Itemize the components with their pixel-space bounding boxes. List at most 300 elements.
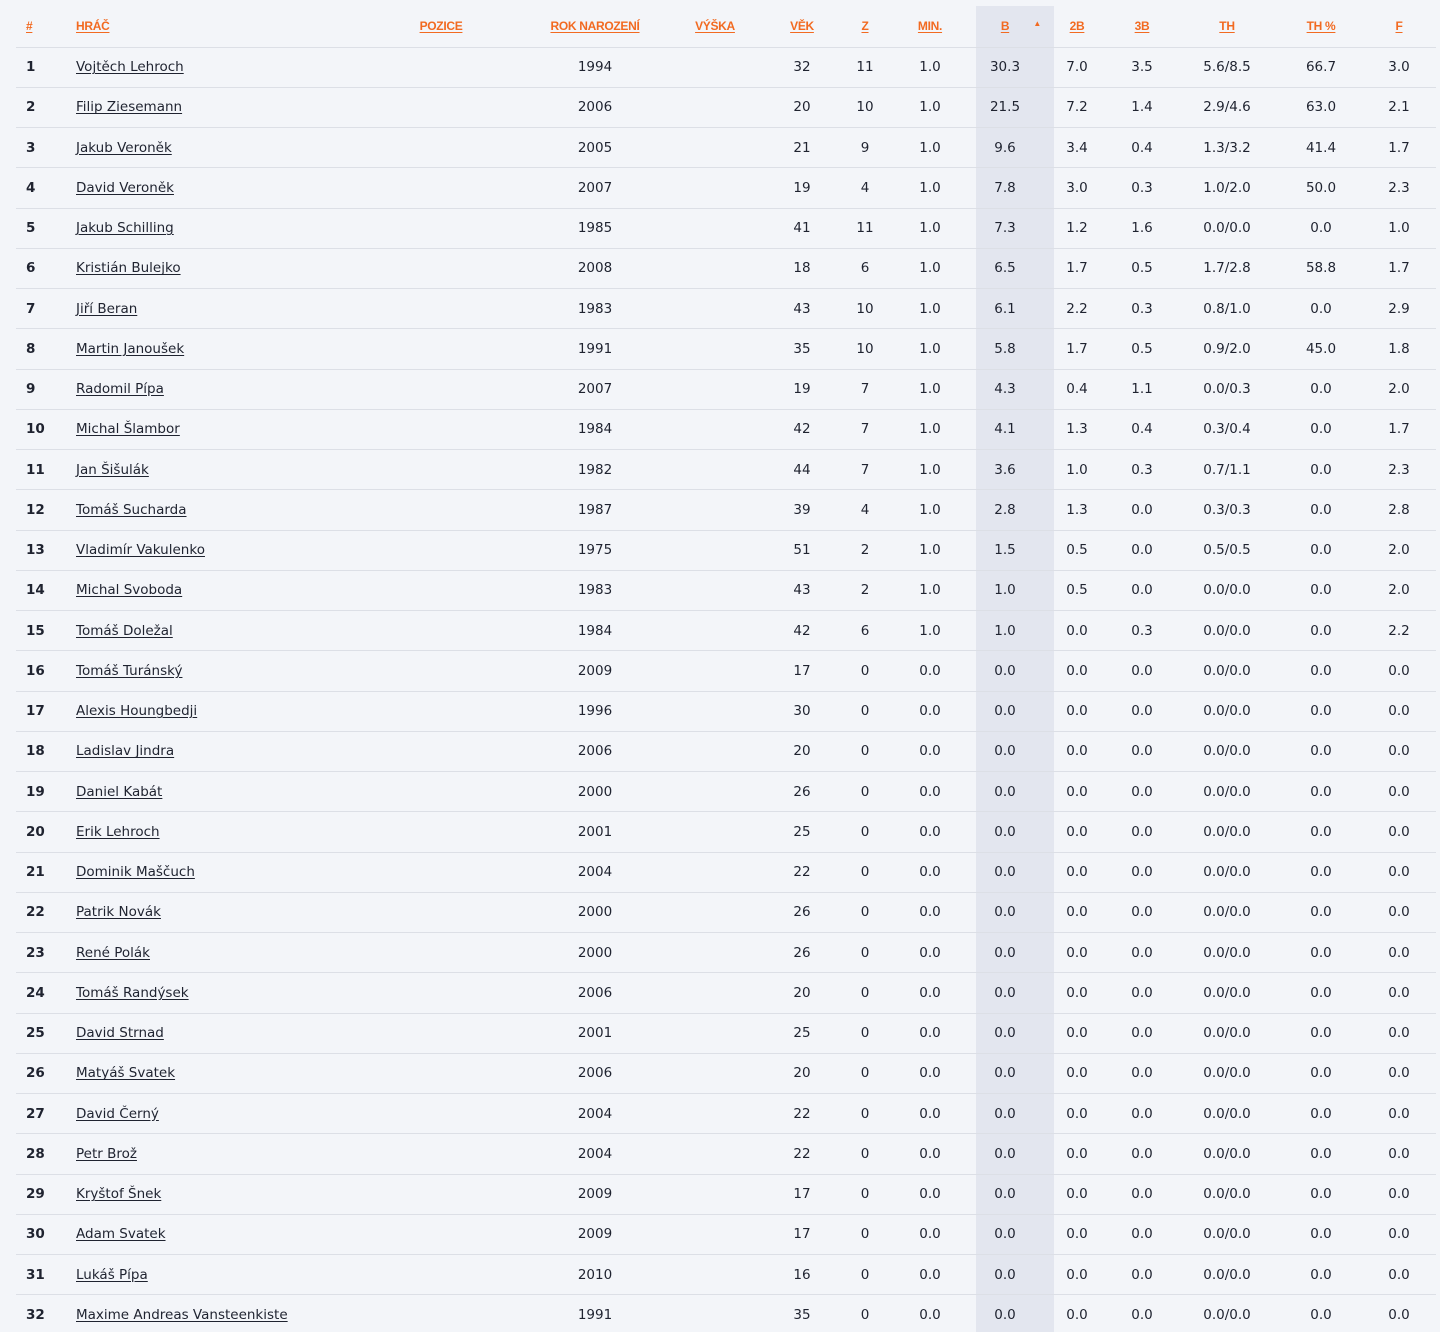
age-cell: 20 [768, 973, 836, 1013]
age-cell: 35 [768, 329, 836, 369]
player-name-link[interactable]: Radomil Pípa [76, 381, 164, 398]
fouls-cell: 0.0 [1362, 812, 1436, 852]
points-cell: 0.0 [966, 852, 1044, 892]
player-cell [76, 329, 354, 369]
points-cell: 1.5 [966, 530, 1044, 570]
three-pt-cell: 0.4 [1110, 409, 1174, 449]
age-cell: 17 [768, 1214, 836, 1254]
player-name-link[interactable]: Jakub Schilling [76, 220, 174, 237]
table-row[interactable] [16, 651, 1436, 691]
free-throws-cell: 0.0/0.0 [1174, 651, 1280, 691]
column-header-rank[interactable] [16, 6, 76, 47]
three-pt-cell: 0.0 [1110, 570, 1174, 610]
table-row[interactable] [16, 450, 1436, 490]
birth-year-cell: 2006 [528, 973, 662, 1013]
player-name-link[interactable]: Lukáš Pípa [76, 1266, 148, 1283]
three-pt-cell: 0.3 [1110, 450, 1174, 490]
minutes-cell: 1.0 [894, 611, 966, 651]
games-cell: 0 [836, 1134, 894, 1174]
three-pt-cell: 0.0 [1110, 1174, 1174, 1214]
birth-year-cell: 2004 [528, 852, 662, 892]
position-cell [354, 1255, 528, 1295]
column-header-label: POZICE [419, 19, 463, 34]
three-pt-cell: 1.4 [1110, 87, 1174, 127]
two-pt-cell: 0.0 [1044, 1295, 1110, 1332]
player-name-link[interactable]: Patrik Novák [76, 904, 161, 921]
free-throw-pct-cell: 0.0 [1280, 409, 1362, 449]
column-header-label: VÝŠKA [695, 19, 735, 34]
two-pt-cell: 0.0 [1044, 812, 1110, 852]
player-cell [76, 289, 354, 329]
three-pt-cell: 0.0 [1110, 1255, 1174, 1295]
table-row[interactable] [16, 1295, 1436, 1332]
player-name-link[interactable]: Erik Lehroch [76, 823, 160, 840]
height-cell [662, 1134, 768, 1174]
player-stats-table [16, 6, 1436, 1332]
rank-cell: 6 [16, 248, 76, 288]
games-cell: 0 [836, 1174, 894, 1214]
two-pt-cell: 0.0 [1044, 651, 1110, 691]
player-name-link[interactable]: Tomáš Turánský [76, 662, 183, 679]
birth-year-cell: 2006 [528, 731, 662, 771]
free-throws-cell: 0.0/0.0 [1174, 973, 1280, 1013]
player-cell [76, 1214, 354, 1254]
player-cell [76, 490, 354, 530]
two-pt-cell: 1.3 [1044, 409, 1110, 449]
points-cell: 0.0 [966, 1094, 1044, 1134]
table-row[interactable] [16, 1013, 1436, 1053]
games-cell: 0 [836, 852, 894, 892]
table-body [16, 47, 1436, 1332]
free-throws-cell: 0.0/0.0 [1174, 1295, 1280, 1332]
age-cell: 22 [768, 1094, 836, 1134]
games-cell: 0 [836, 772, 894, 812]
player-cell [76, 651, 354, 691]
points-cell: 0.0 [966, 933, 1044, 973]
birth-year-cell: 2000 [528, 892, 662, 932]
height-cell [662, 208, 768, 248]
minutes-cell: 1.0 [894, 289, 966, 329]
fouls-cell: 0.0 [1362, 1094, 1436, 1134]
position-cell [354, 208, 528, 248]
age-cell: 20 [768, 731, 836, 771]
minutes-cell: 0.0 [894, 1174, 966, 1214]
games-cell: 0 [836, 812, 894, 852]
player-name-link[interactable]: René Polák [76, 944, 150, 961]
birth-year-cell: 1994 [528, 47, 662, 87]
column-header-two-pt[interactable] [1044, 6, 1110, 47]
table-row[interactable] [16, 208, 1436, 248]
player-cell [76, 772, 354, 812]
free-throw-pct-cell: 0.0 [1280, 1295, 1362, 1332]
free-throws-cell: 0.9/2.0 [1174, 329, 1280, 369]
free-throws-cell: 0.8/1.0 [1174, 289, 1280, 329]
free-throws-cell: 1.7/2.8 [1174, 248, 1280, 288]
column-header-label: HRÁČ [76, 19, 110, 34]
position-cell [354, 651, 528, 691]
position-cell [354, 933, 528, 973]
table-row[interactable] [16, 289, 1436, 329]
birth-year-cell: 2010 [528, 1255, 662, 1295]
games-cell: 0 [836, 1013, 894, 1053]
table-row[interactable] [16, 47, 1436, 87]
column-header-label: TH [1219, 19, 1235, 34]
minutes-cell: 1.0 [894, 248, 966, 288]
table-row[interactable] [16, 973, 1436, 1013]
free-throws-cell: 0.0/0.0 [1174, 1174, 1280, 1214]
rank-cell: 1 [16, 47, 76, 87]
points-cell: 2.8 [966, 490, 1044, 530]
position-cell [354, 892, 528, 932]
table-row[interactable] [16, 812, 1436, 852]
position-cell [354, 248, 528, 288]
column-header-position[interactable] [354, 6, 528, 47]
column-header-fouls[interactable] [1362, 6, 1436, 47]
height-cell [662, 570, 768, 610]
player-cell [76, 409, 354, 449]
two-pt-cell: 0.0 [1044, 933, 1110, 973]
three-pt-cell: 0.3 [1110, 168, 1174, 208]
rank-cell: 21 [16, 852, 76, 892]
player-name-link[interactable]: Filip Ziesemann [76, 99, 183, 116]
two-pt-cell: 1.3 [1044, 490, 1110, 530]
position-cell [354, 329, 528, 369]
games-cell: 0 [836, 731, 894, 771]
position-cell [354, 1094, 528, 1134]
birth-year-cell: 1985 [528, 208, 662, 248]
player-name-link[interactable]: Alexis Houngbedji [76, 703, 198, 720]
age-cell: 17 [768, 1174, 836, 1214]
height-cell [662, 1295, 768, 1332]
age-cell: 43 [768, 570, 836, 610]
height-cell [662, 530, 768, 570]
birth-year-cell: 2007 [528, 168, 662, 208]
fouls-cell: 0.0 [1362, 1013, 1436, 1053]
height-cell [662, 892, 768, 932]
player-cell [76, 168, 354, 208]
three-pt-cell: 0.0 [1110, 1134, 1174, 1174]
table-row[interactable] [16, 87, 1436, 127]
fouls-cell: 2.0 [1362, 369, 1436, 409]
column-header-birth-year[interactable] [528, 6, 662, 47]
two-pt-cell: 1.7 [1044, 329, 1110, 369]
birth-year-cell: 2004 [528, 1134, 662, 1174]
free-throws-cell: 0.3/0.4 [1174, 409, 1280, 449]
table-row[interactable] [16, 892, 1436, 932]
table-row[interactable] [16, 369, 1436, 409]
free-throw-pct-cell: 0.0 [1280, 1053, 1362, 1093]
column-header-height[interactable] [662, 6, 768, 47]
player-cell [76, 1255, 354, 1295]
table-row[interactable] [16, 1255, 1436, 1295]
player-name-link[interactable]: Vojtěch Lehroch [76, 59, 184, 76]
player-name-link[interactable]: David Veroněk [76, 179, 174, 196]
minutes-cell: 1.0 [894, 369, 966, 409]
birth-year-cell: 1983 [528, 289, 662, 329]
column-header-free-throws[interactable] [1174, 6, 1280, 47]
points-cell: 0.0 [966, 731, 1044, 771]
games-cell: 0 [836, 1053, 894, 1093]
free-throw-pct-cell: 0.0 [1280, 973, 1362, 1013]
two-pt-cell: 0.0 [1044, 1214, 1110, 1254]
fouls-cell: 0.0 [1362, 731, 1436, 771]
table-row[interactable] [16, 691, 1436, 731]
position-cell [354, 87, 528, 127]
free-throw-pct-cell: 0.0 [1280, 208, 1362, 248]
games-cell: 6 [836, 248, 894, 288]
three-pt-cell: 0.0 [1110, 772, 1174, 812]
points-cell: 1.0 [966, 611, 1044, 651]
age-cell: 42 [768, 611, 836, 651]
table-row[interactable] [16, 168, 1436, 208]
table-row[interactable] [16, 530, 1436, 570]
player-name-link[interactable]: Maxime Andreas Vansteenkiste [76, 1306, 288, 1323]
age-cell: 19 [768, 369, 836, 409]
age-cell: 41 [768, 208, 836, 248]
free-throw-pct-cell: 0.0 [1280, 1134, 1362, 1174]
table-row[interactable] [16, 329, 1436, 369]
two-pt-cell: 0.0 [1044, 1255, 1110, 1295]
points-cell: 0.0 [966, 892, 1044, 932]
player-name-link[interactable]: David Černý [76, 1105, 159, 1122]
points-cell: 21.5 [966, 87, 1044, 127]
points-cell: 0.0 [966, 651, 1044, 691]
column-header-player[interactable] [76, 6, 354, 47]
minutes-cell: 1.0 [894, 329, 966, 369]
player-name-link[interactable]: Tomáš Sucharda [76, 501, 187, 518]
position-cell [354, 1174, 528, 1214]
table-row[interactable] [16, 128, 1436, 168]
table-row[interactable] [16, 772, 1436, 812]
player-name-link[interactable]: Dominik Maščuch [76, 864, 195, 881]
column-header-label: Z [861, 19, 869, 34]
birth-year-cell: 2004 [528, 1094, 662, 1134]
position-cell [354, 973, 528, 1013]
player-name-link[interactable]: David Strnad [76, 1025, 164, 1042]
player-name-link[interactable]: Adam Svatek [76, 1226, 166, 1243]
header-row [16, 6, 1436, 47]
height-cell [662, 47, 768, 87]
rank-cell: 23 [16, 933, 76, 973]
column-header-free-throw-pct[interactable] [1280, 6, 1362, 47]
rank-cell: 16 [16, 651, 76, 691]
player-cell [76, 731, 354, 771]
player-cell [76, 248, 354, 288]
player-name-link[interactable]: Tomáš Randýsek [76, 984, 189, 1001]
position-cell [354, 731, 528, 771]
player-name-link[interactable]: Tomáš Doležal [76, 622, 173, 639]
rank-cell: 9 [16, 369, 76, 409]
fouls-cell: 2.2 [1362, 611, 1436, 651]
height-cell [662, 1214, 768, 1254]
player-cell [76, 47, 354, 87]
height-cell [662, 731, 768, 771]
player-name-link[interactable]: Jakub Veroněk [76, 139, 172, 156]
age-cell: 44 [768, 450, 836, 490]
points-cell: 9.6 [966, 128, 1044, 168]
two-pt-cell: 7.0 [1044, 47, 1110, 87]
player-name-link[interactable]: Michal Svoboda [76, 582, 183, 599]
three-pt-cell: 0.0 [1110, 852, 1174, 892]
minutes-cell: 1.0 [894, 490, 966, 530]
column-header-label: B [1000, 19, 1010, 34]
free-throw-pct-cell: 66.7 [1280, 47, 1362, 87]
age-cell: 43 [768, 289, 836, 329]
column-header-label: ROK NAROZENÍ [550, 19, 640, 34]
two-pt-cell: 0.0 [1044, 611, 1110, 651]
free-throws-cell: 0.0/0.0 [1174, 1013, 1280, 1053]
position-cell [354, 611, 528, 651]
age-cell: 26 [768, 772, 836, 812]
player-cell [76, 892, 354, 932]
minutes-cell: 0.0 [894, 1134, 966, 1174]
rank-cell: 17 [16, 691, 76, 731]
birth-year-cell: 2001 [528, 812, 662, 852]
position-cell [354, 691, 528, 731]
table-row[interactable] [16, 933, 1436, 973]
minutes-cell: 1.0 [894, 450, 966, 490]
age-cell: 26 [768, 892, 836, 932]
table-row[interactable] [16, 248, 1436, 288]
position-cell [354, 1295, 528, 1332]
rank-cell: 31 [16, 1255, 76, 1295]
player-name-link[interactable]: Jiří Beran [76, 300, 138, 317]
three-pt-cell: 0.0 [1110, 691, 1174, 731]
minutes-cell: 1.0 [894, 530, 966, 570]
free-throws-cell: 0.0/0.0 [1174, 1255, 1280, 1295]
player-name-link[interactable]: Kryštof Šnek [76, 1186, 162, 1203]
height-cell [662, 1094, 768, 1134]
player-name-link[interactable]: Vladimír Vakulenko [76, 542, 205, 559]
rank-cell: 4 [16, 168, 76, 208]
three-pt-cell: 0.0 [1110, 731, 1174, 771]
column-header-minutes[interactable] [894, 6, 966, 47]
table-row[interactable] [16, 570, 1436, 610]
three-pt-cell: 0.0 [1110, 812, 1174, 852]
player-cell [76, 933, 354, 973]
column-header-three-pt[interactable] [1110, 6, 1174, 47]
table-row[interactable] [16, 1094, 1436, 1134]
sort-arrow-icon[interactable]: ▲ [1033, 19, 1041, 28]
player-name-link[interactable]: Michal Šlambor [76, 421, 180, 438]
player-name-link[interactable]: Matyáš Svatek [76, 1065, 176, 1082]
player-cell [76, 1134, 354, 1174]
minutes-cell: 1.0 [894, 87, 966, 127]
age-cell: 32 [768, 47, 836, 87]
points-cell: 0.0 [966, 1134, 1044, 1174]
player-name-link[interactable]: Martin Janoušek [76, 340, 185, 357]
three-pt-cell: 0.0 [1110, 1053, 1174, 1093]
three-pt-cell: 0.0 [1110, 973, 1174, 1013]
table-row[interactable] [16, 409, 1436, 449]
age-cell: 18 [768, 248, 836, 288]
games-cell: 10 [836, 329, 894, 369]
fouls-cell: 0.0 [1362, 691, 1436, 731]
table-row[interactable] [16, 852, 1436, 892]
points-cell: 0.0 [966, 1174, 1044, 1214]
player-name-link[interactable]: Ladislav Jindra [76, 743, 175, 760]
position-cell [354, 168, 528, 208]
free-throws-cell: 1.3/3.2 [1174, 128, 1280, 168]
height-cell [662, 1255, 768, 1295]
rank-cell: 3 [16, 128, 76, 168]
rank-cell: 20 [16, 812, 76, 852]
two-pt-cell: 3.4 [1044, 128, 1110, 168]
fouls-cell: 0.0 [1362, 1295, 1436, 1332]
birth-year-cell: 1984 [528, 611, 662, 651]
player-cell [76, 1094, 354, 1134]
points-cell: 0.0 [966, 812, 1044, 852]
table-row[interactable] [16, 1214, 1436, 1254]
position-cell [354, 128, 528, 168]
three-pt-cell: 0.3 [1110, 611, 1174, 651]
games-cell: 0 [836, 933, 894, 973]
points-cell: 7.3 [966, 208, 1044, 248]
player-name-link[interactable]: Petr Brož [76, 1145, 137, 1162]
minutes-cell: 0.0 [894, 772, 966, 812]
column-header-games[interactable] [836, 6, 894, 47]
free-throws-cell: 0.0/0.0 [1174, 611, 1280, 651]
table-row[interactable] [16, 611, 1436, 651]
points-cell: 1.0 [966, 570, 1044, 610]
free-throw-pct-cell: 0.0 [1280, 570, 1362, 610]
three-pt-cell: 0.0 [1110, 892, 1174, 932]
player-cell [76, 1053, 354, 1093]
player-name-link[interactable]: Kristián Bulejko [76, 260, 181, 277]
table-row[interactable] [16, 1174, 1436, 1214]
column-header-points[interactable] [966, 6, 1044, 47]
free-throws-cell: 0.0/0.0 [1174, 1134, 1280, 1174]
player-cell [76, 1174, 354, 1214]
free-throws-cell: 0.0/0.0 [1174, 772, 1280, 812]
column-header-label: 2B [1069, 19, 1085, 34]
table-row[interactable] [16, 490, 1436, 530]
birth-year-cell: 1983 [528, 570, 662, 610]
fouls-cell: 2.3 [1362, 168, 1436, 208]
table-row[interactable] [16, 1053, 1436, 1093]
column-header-age[interactable] [768, 6, 836, 47]
position-cell [354, 47, 528, 87]
table-row[interactable] [16, 1134, 1436, 1174]
birth-year-cell: 2000 [528, 772, 662, 812]
free-throw-pct-cell: 50.0 [1280, 168, 1362, 208]
games-cell: 4 [836, 490, 894, 530]
games-cell: 11 [836, 208, 894, 248]
points-cell: 0.0 [966, 1214, 1044, 1254]
minutes-cell: 1.0 [894, 47, 966, 87]
rank-cell: 27 [16, 1094, 76, 1134]
height-cell [662, 87, 768, 127]
fouls-cell: 0.0 [1362, 1255, 1436, 1295]
position-cell [354, 369, 528, 409]
minutes-cell: 0.0 [894, 1013, 966, 1053]
minutes-cell: 1.0 [894, 208, 966, 248]
table-row[interactable] [16, 731, 1436, 771]
rank-cell: 14 [16, 570, 76, 610]
minutes-cell: 0.0 [894, 973, 966, 1013]
free-throw-pct-cell: 0.0 [1280, 289, 1362, 329]
birth-year-cell: 1984 [528, 409, 662, 449]
position-cell [354, 530, 528, 570]
position-cell [354, 570, 528, 610]
free-throws-cell: 0.0/0.0 [1174, 1094, 1280, 1134]
minutes-cell: 0.0 [894, 1094, 966, 1134]
player-name-link[interactable]: Daniel Kabát [76, 783, 163, 800]
minutes-cell: 0.0 [894, 731, 966, 771]
free-throw-pct-cell: 0.0 [1280, 530, 1362, 570]
player-name-link[interactable]: Jan Šišulák [76, 461, 149, 478]
games-cell: 6 [836, 611, 894, 651]
